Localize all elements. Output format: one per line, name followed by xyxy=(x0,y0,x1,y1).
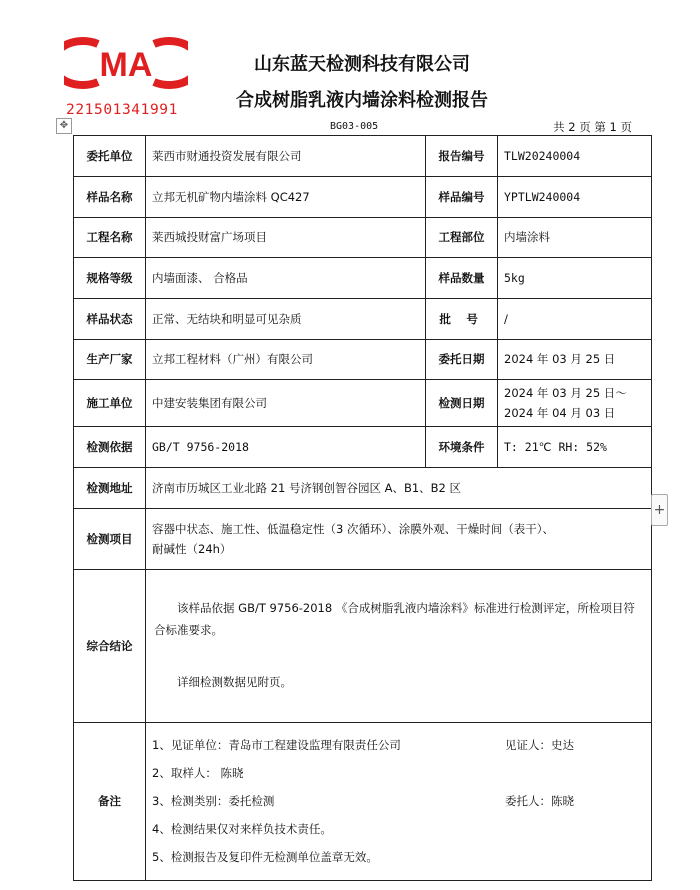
report-title: 合成树脂乳液内墙涂料检测报告 xyxy=(236,90,488,111)
items-value xyxy=(146,509,652,570)
table-row xyxy=(74,427,652,468)
remark-item xyxy=(152,788,645,816)
conclusion-label: 综合结论 xyxy=(74,570,146,723)
qty-label: 样品数量 xyxy=(426,258,498,299)
company-name: 山东蓝天检测科技有限公司 xyxy=(254,54,470,75)
basis-label: 检测依据 xyxy=(74,427,146,468)
doc-code: BG03-005 xyxy=(330,121,379,132)
ma-code: 221501341991 xyxy=(66,102,178,118)
table-row xyxy=(74,218,652,258)
remark-3: 3、检测类别：委托检测 xyxy=(152,794,275,809)
remark-1: 1、见证单位：青岛市工程建设监理有限责任公司 xyxy=(152,738,401,753)
conclusion-detail: 详细检测数据见附页。 xyxy=(177,674,292,689)
items-label: 检测项目 xyxy=(74,509,146,570)
table-row xyxy=(74,468,652,509)
remark-2: 2、取样人： 陈晓 xyxy=(152,766,244,781)
state-label: 样品状态 xyxy=(74,299,146,340)
project-value: 莱西城投财富广场项目 xyxy=(146,218,426,258)
entrust-date-label: 委托日期 xyxy=(426,340,498,380)
table-row xyxy=(74,570,652,723)
sample-name-label: 样品名称 xyxy=(74,177,146,218)
client-label: 委托单位 xyxy=(74,136,146,177)
page-info: 共 2 页 第 1 页 xyxy=(553,120,632,134)
remark-item xyxy=(152,732,645,760)
table-row xyxy=(74,177,652,218)
spec-label: 规格等级 xyxy=(74,258,146,299)
spec-value: 内墙面漆、 合格品 xyxy=(146,258,426,299)
remark-5: 5、检测报告及复印件无检测单位盖章无效。 xyxy=(152,850,378,865)
table-row xyxy=(74,509,652,570)
sample-no-label: 样品编号 xyxy=(426,177,498,218)
constructor-label: 施工单位 xyxy=(74,380,146,427)
constructor-value: 中建安装集团有限公司 xyxy=(146,380,426,427)
report-no-value: TLW20240004 xyxy=(498,136,652,177)
table-row xyxy=(74,380,652,427)
items-line2: 耐碱性（24h） xyxy=(152,542,232,556)
entruster: 委托人：陈晓 xyxy=(505,794,574,809)
remark-4: 4、检测结果仅对来样负技术责任。 xyxy=(152,822,332,837)
qty-value: 5kg xyxy=(498,258,652,299)
project-label: 工程名称 xyxy=(74,218,146,258)
entrust-date-value: 2024 年 03 月 25 日 xyxy=(498,340,652,380)
maker-label: 生产厂家 xyxy=(74,340,146,380)
basis-value: GB/T 9756-2018 xyxy=(146,427,426,468)
add-column-plus-icon[interactable]: + xyxy=(651,494,668,526)
remark-item xyxy=(152,816,645,844)
conclusion-paragraph: 该样品依据 GB/T 9756-2018 《合成树脂乳液内墙涂料》标准进行检测评定，所检项目符合标准要求。 xyxy=(154,601,635,638)
report-no-label: 报告编号 xyxy=(426,136,498,177)
items-line1: 容器中状态、施工性、低温稳定性（3 次循环）、涂膜外观、干燥时间（表干）、 xyxy=(152,521,554,536)
test-date-value xyxy=(498,380,652,427)
location-value: 内墙涂料 xyxy=(498,218,652,258)
witness: 见证人：史达 xyxy=(505,738,574,753)
batch-label: 批 号 xyxy=(426,299,498,340)
address-label: 检测地址 xyxy=(74,468,146,509)
state-value: 正常、无结块和明显可见杂质 xyxy=(146,299,426,340)
table-row xyxy=(74,340,652,380)
address-value: 济南市历城区工业北路 21 号济钢创智谷园区 A、B1、B2 区 xyxy=(146,468,652,509)
batch-value: / xyxy=(498,299,652,340)
table-row xyxy=(74,136,652,177)
client-value: 莱西市财通投资发展有限公司 xyxy=(146,136,426,177)
env-label: 环境条件 xyxy=(426,427,498,468)
sample-name-value: 立邦无机矿物内墙涂料 QC427 xyxy=(146,177,426,218)
ma-mark-text: MA xyxy=(99,46,153,84)
conclusion-value xyxy=(146,570,652,723)
remarks-value xyxy=(146,723,652,881)
test-date-line2: 2024 年 04 月 03 日 xyxy=(504,406,616,420)
location-label: 工程部位 xyxy=(426,218,498,258)
test-date-label: 检测日期 xyxy=(426,380,498,427)
report-table xyxy=(73,135,652,881)
table-row xyxy=(74,299,652,340)
remarks-label: 备注 xyxy=(74,723,146,881)
maker-value: 立邦工程材料（广州）有限公司 xyxy=(146,340,426,380)
sample-no-value: YPTLW240004 xyxy=(498,177,652,218)
remark-item xyxy=(152,760,645,788)
remark-item xyxy=(152,844,645,872)
table-row xyxy=(74,258,652,299)
env-value: T: 21℃ RH: 52% xyxy=(498,427,652,468)
table-move-handle-icon[interactable]: ✥ xyxy=(56,118,72,134)
table-row xyxy=(74,723,652,881)
test-date-line1: 2024 年 03 月 25 日～ xyxy=(504,385,627,400)
